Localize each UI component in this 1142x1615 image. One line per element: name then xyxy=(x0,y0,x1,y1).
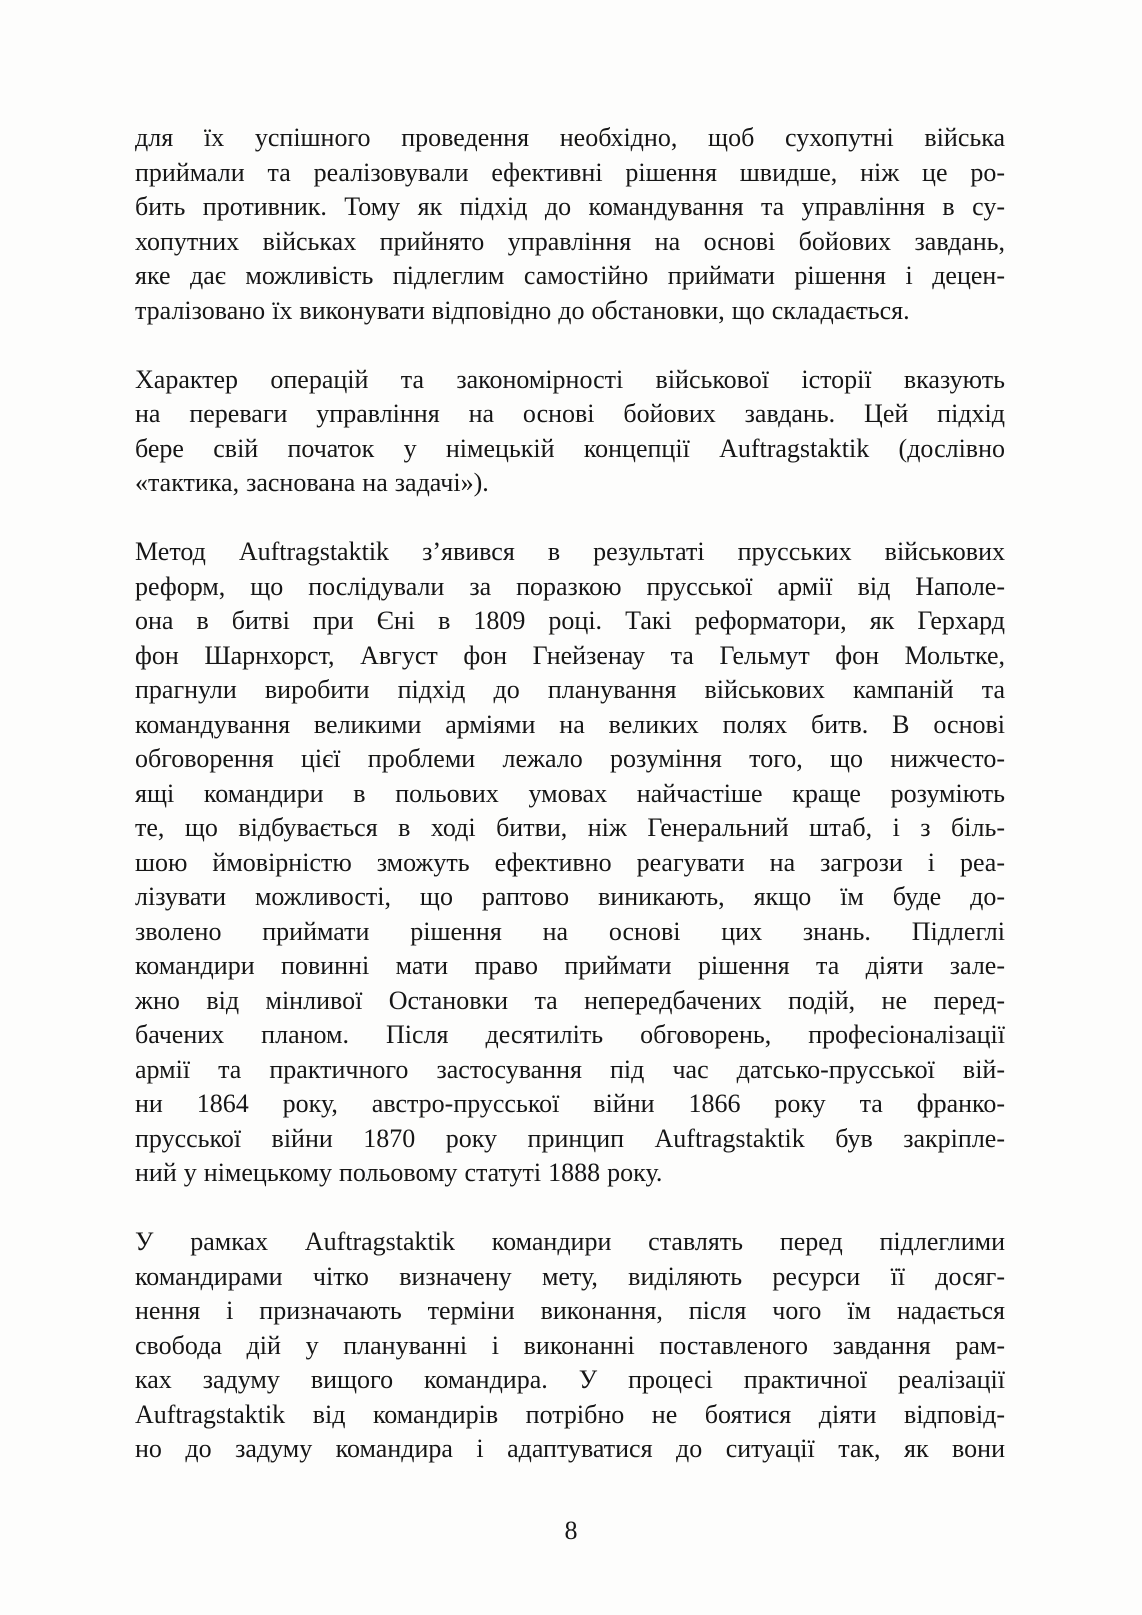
page-number: 8 xyxy=(564,1516,578,1545)
text-line: командири повинні мати право приймати рішення та діяти зале- xyxy=(135,951,1005,980)
text-line: приймали та реалізовували ефективні рішення швидше, ніж це ро- xyxy=(135,157,1005,187)
text-line: прусської війни 1870 року принцип Auftragstaktik був закріпле- xyxy=(135,1123,1005,1153)
text-line: хопутних військах прийнято управління на основі бойових завдань, xyxy=(135,226,1005,256)
text-line: ний у німецькому польовому статуті 1888 року. xyxy=(135,1158,663,1187)
paragraph-1 xyxy=(135,121,1005,328)
text-line: но до задуму командира і адаптуватися до ситуації так, як вони xyxy=(135,1434,1005,1463)
text-line: свобода дій у плануванні і виконанні поставленого завдання рам- xyxy=(135,1330,1005,1360)
text-line: Auftragstaktik від командирів потрібно не боятися діяти відповід- xyxy=(135,1399,1005,1429)
paragraph-2 xyxy=(135,363,1005,501)
text-line: на переваги управління на основі бойових завдань. Цей підхід xyxy=(135,399,1005,428)
text-line: ящі командири в польових умовах найчастіше краще розуміють xyxy=(135,778,1005,808)
text-line: зволено приймати рішення на основі цих знань. Підлеглі xyxy=(135,916,1005,946)
text-line: те, що відбувається в ході битви, ніж Генеральний штаб, і з біль- xyxy=(135,813,1005,842)
text-line: обговорення цієї проблеми лежало розуміння того, що нижчесто- xyxy=(135,744,1005,773)
text-block xyxy=(135,121,1005,1467)
text-line: бачених планом. Після десятиліть обговорень, професіоналізації xyxy=(135,1020,1005,1049)
text-line: армії та практичного застосування під час датсько-прусської вій- xyxy=(135,1054,1005,1084)
text-line: бить противник. Тому як підхід до командування та управління в су- xyxy=(135,192,1005,221)
text-line: фон Шарнхорст, Август фон Гнейзенау та Гельмут фон Мольтке, xyxy=(135,640,1005,670)
text-line: шою ймовірністю зможуть ефективно реагувати на загрози і реа- xyxy=(135,847,1005,877)
text-line: Метод Auftragstaktik з’явився в результаті прусських військових xyxy=(135,537,1005,566)
text-line: лізувати можливості, що раптово виникають, якщо їм буде до- xyxy=(135,882,1005,911)
text-line: командирами чітко визначену мету, виділяють ресурси її досяг- xyxy=(135,1261,1005,1291)
text-line: «тактика, заснована на задачі»). xyxy=(135,468,489,497)
text-line: У рамках Auftragstaktik командири ставлять перед підлеглими xyxy=(135,1227,1005,1256)
paragraph-4 xyxy=(135,1225,1005,1467)
text-line: нення і призначають терміни виконання, після чого їм надається xyxy=(135,1296,1005,1325)
text-line: тралізовано їх виконувати відповідно до обстановки, що складається. xyxy=(135,295,910,325)
text-line: ках задуму вищого командира. У процесі практичної реалізації xyxy=(135,1365,1005,1394)
text-line: бере свій початок у німецькій концепції Auftragstaktik (дослівно xyxy=(135,433,1005,463)
text-line: прагнули виробити підхід до планування військових кампаній та xyxy=(135,675,1005,704)
paragraph-3 xyxy=(135,535,1005,1191)
text-line: она в битві при Єні в 1809 році. Такі реформатори, як Герхард xyxy=(135,606,1005,635)
text-line: жно від мінливої Остановки та непередбачених подій, не перед- xyxy=(135,985,1005,1015)
text-line: Характер операцій та закономірності військової історії вказують xyxy=(135,364,1005,394)
text-line: командування великими арміями на великих полях битв. В основі xyxy=(135,709,1005,739)
text-line: ни 1864 року, австро-прусської війни 1866 року та франко- xyxy=(135,1089,1005,1118)
text-line: яке дає можливість підлеглим самостійно приймати рішення і децен- xyxy=(135,261,1005,290)
text-line: реформ, що послідували за поразкою прусської армії від Наполе- xyxy=(135,571,1005,601)
text-line: для їх успішного проведення необхідно, щоб сухопутні війська xyxy=(135,123,1005,152)
